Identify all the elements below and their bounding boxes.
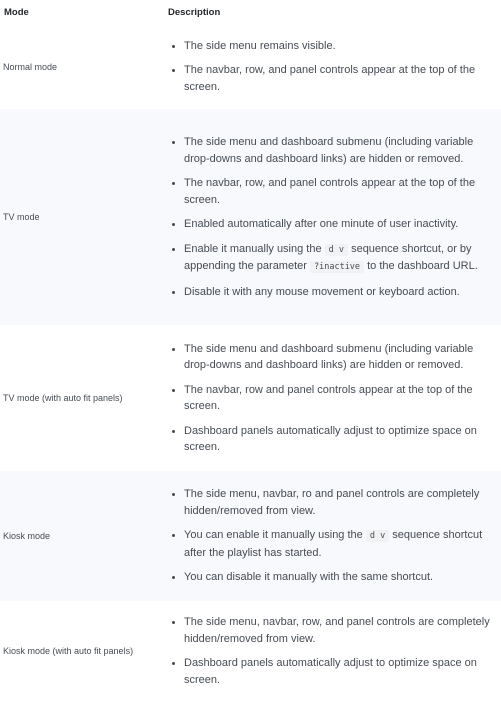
mode-column-header: Mode	[4, 6, 29, 18]
list-item	[184, 241, 501, 276]
table-header-row	[0, 0, 501, 24]
description-cell	[164, 24, 501, 109]
list-item-text: sequence shortcut after the playlist has started.	[184, 529, 483, 559]
url-parameter-code: ?inactive	[310, 261, 364, 273]
mode-cell: TV mode (with auto fit panels)	[3, 393, 123, 403]
list-item: • The side menu, navbar, row, and panel controls are completely hidden/removed from view.	[184, 614, 501, 647]
list-item: • Dashboard panels automatically adjust to optimize space on screen.	[184, 423, 501, 456]
list-item: • Dashboard panels automatically adjust to optimize space on screen.	[184, 655, 501, 688]
description-cell	[164, 471, 501, 601]
description-list	[164, 341, 501, 456]
list-item-text: You can enable it manually using the	[184, 529, 366, 542]
list-item: • The side menu, navbar, ro and panel controls are completely hidden/removed from view.	[184, 486, 501, 519]
description-list	[164, 38, 501, 96]
list-item: • Enabled automatically after one minute of user inactivity.	[184, 216, 501, 233]
mode-cell: Kiosk mode (with auto fit panels)	[3, 646, 134, 656]
description-cell	[164, 109, 501, 325]
list-item: • The navbar, row, and panel controls appear at the top of the screen.	[184, 175, 501, 208]
shortcut-code: d v	[366, 530, 389, 542]
list-item-text: sequence shortcut, or by appending the parameter	[184, 242, 472, 272]
table-row	[0, 24, 501, 109]
list-item	[184, 527, 501, 561]
shortcut-code: d v	[325, 244, 348, 256]
table-row	[0, 325, 501, 471]
list-item: • The side menu remains visible.	[184, 38, 501, 55]
description-cell	[164, 325, 501, 471]
mode-cell: Kiosk mode	[0, 471, 164, 601]
description-list	[164, 486, 501, 586]
description-list	[164, 134, 501, 300]
description-list	[164, 614, 501, 688]
list-item: • The navbar, row and panel controls appear at the top of the screen.	[184, 382, 501, 415]
list-item: • The side menu and dashboard submenu (including variable drop-downs and dashboard links) are hidden or removed.	[184, 134, 501, 167]
list-item-text: to the dashboard URL.	[364, 260, 478, 272]
list-item: • The navbar, row, and panel controls appear at the top of the screen.	[184, 62, 501, 95]
mode-cell: TV mode	[0, 109, 164, 325]
list-item: • You can disable it manually with the same shortcut.	[184, 569, 501, 586]
list-item: • The side menu and dashboard submenu (including variable drop-downs and dashboard links) are hidden or removed.	[184, 341, 501, 374]
list-item: • Disable it with any mouse movement or keyboard action.	[184, 284, 501, 301]
description-column-header: Description	[168, 6, 221, 18]
table-row	[0, 601, 501, 701]
mode-cell: Normal mode	[3, 61, 58, 72]
description-cell	[164, 601, 501, 701]
list-item-text: Enable it manually using the	[184, 242, 325, 255]
table-row	[0, 109, 501, 325]
table-row	[0, 471, 501, 601]
